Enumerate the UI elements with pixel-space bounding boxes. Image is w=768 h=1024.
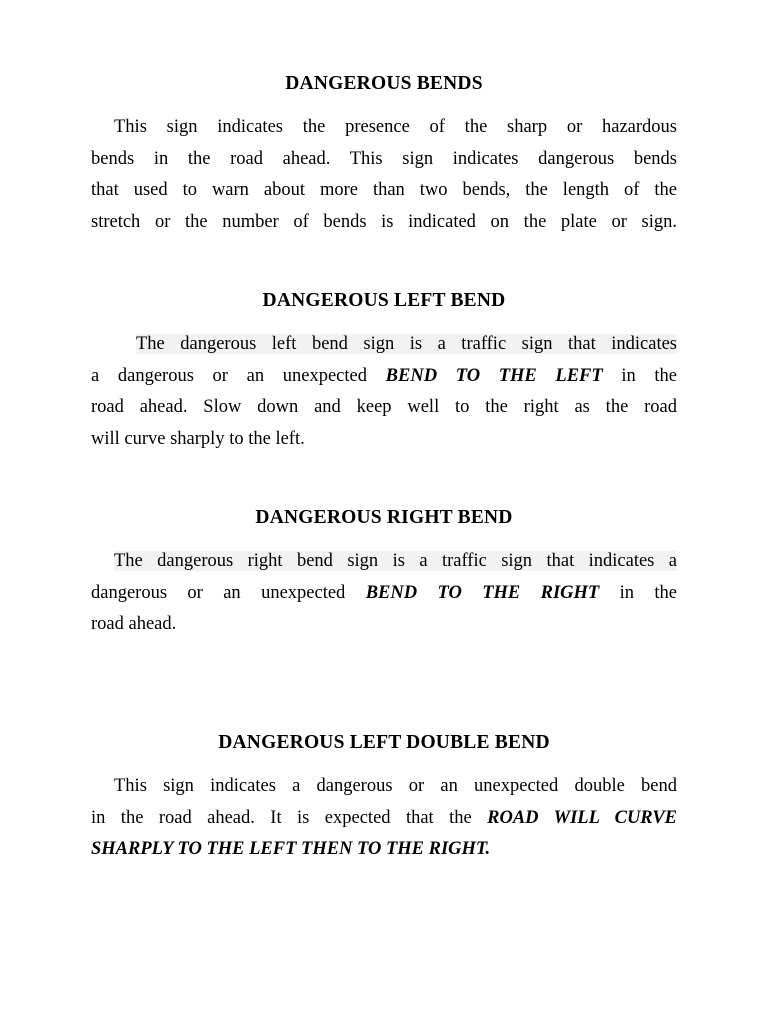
emphasis-text: ROAD WILL CURVE — [487, 807, 677, 828]
emphasis-text: BEND TO THE RIGHT — [365, 582, 600, 603]
section-heading-dangerous-right-bend: DANGEROUS RIGHT BEND — [255, 507, 513, 528]
emphasis-text: SHARPLY TO THE LEFT THEN TO THE RIGHT. — [91, 839, 491, 859]
paragraph-line: that used to warn about more than two bends, the length of the — [91, 180, 677, 200]
paragraph-line: This sign indicates the presence of the sharp or hazardous — [114, 117, 677, 137]
paragraph-line: will curve sharply to the left. — [91, 428, 305, 449]
paragraph-line: road ahead. Slow down and keep well to the right as the road — [91, 397, 677, 417]
section-paragraph-dangerous-right-bend — [91, 546, 677, 641]
text-run: a dangerous or an unexpected — [91, 365, 367, 386]
text-run: in the — [621, 365, 678, 386]
paragraph-line: bends in the road ahead. This sign indicates dangerous bends — [91, 148, 677, 169]
paragraph-line — [91, 803, 677, 835]
highlighted-text: The dangerous right bend sign is a traffic sign that indicates a — [114, 551, 677, 571]
text-run: dangerous or an unexpected — [91, 582, 346, 603]
highlighted-text: The dangerous left bend sign is a traffic sign that indicates — [136, 334, 677, 354]
paragraph-line — [91, 834, 677, 866]
paragraph-line — [91, 546, 677, 578]
paragraph-line — [91, 361, 677, 393]
section-paragraph-dangerous-left-bend — [91, 329, 677, 455]
text-run: in the — [619, 582, 677, 603]
paragraph-line: road ahead. — [91, 614, 177, 634]
emphasis-text: BEND TO THE LEFT — [385, 365, 603, 386]
paragraph-line — [91, 578, 677, 610]
section-heading-dangerous-left-bend: DANGEROUS LEFT BEND — [262, 290, 506, 311]
text-run: in the road ahead. It is expected that the — [91, 807, 472, 828]
section-paragraph-dangerous-left-double-bend — [91, 771, 677, 866]
section-paragraph-dangerous-bends — [91, 112, 677, 238]
section-heading-dangerous-left-double-bend: DANGEROUS LEFT DOUBLE BEND — [218, 732, 550, 753]
paragraph-line: stretch or the number of bends is indicated on the plate or sign. — [91, 211, 677, 232]
section-heading-dangerous-bends: DANGEROUS BENDS — [285, 73, 483, 94]
paragraph-line: This sign indicates a dangerous or an unexpected double bend — [114, 776, 677, 796]
paragraph-line — [91, 329, 677, 361]
